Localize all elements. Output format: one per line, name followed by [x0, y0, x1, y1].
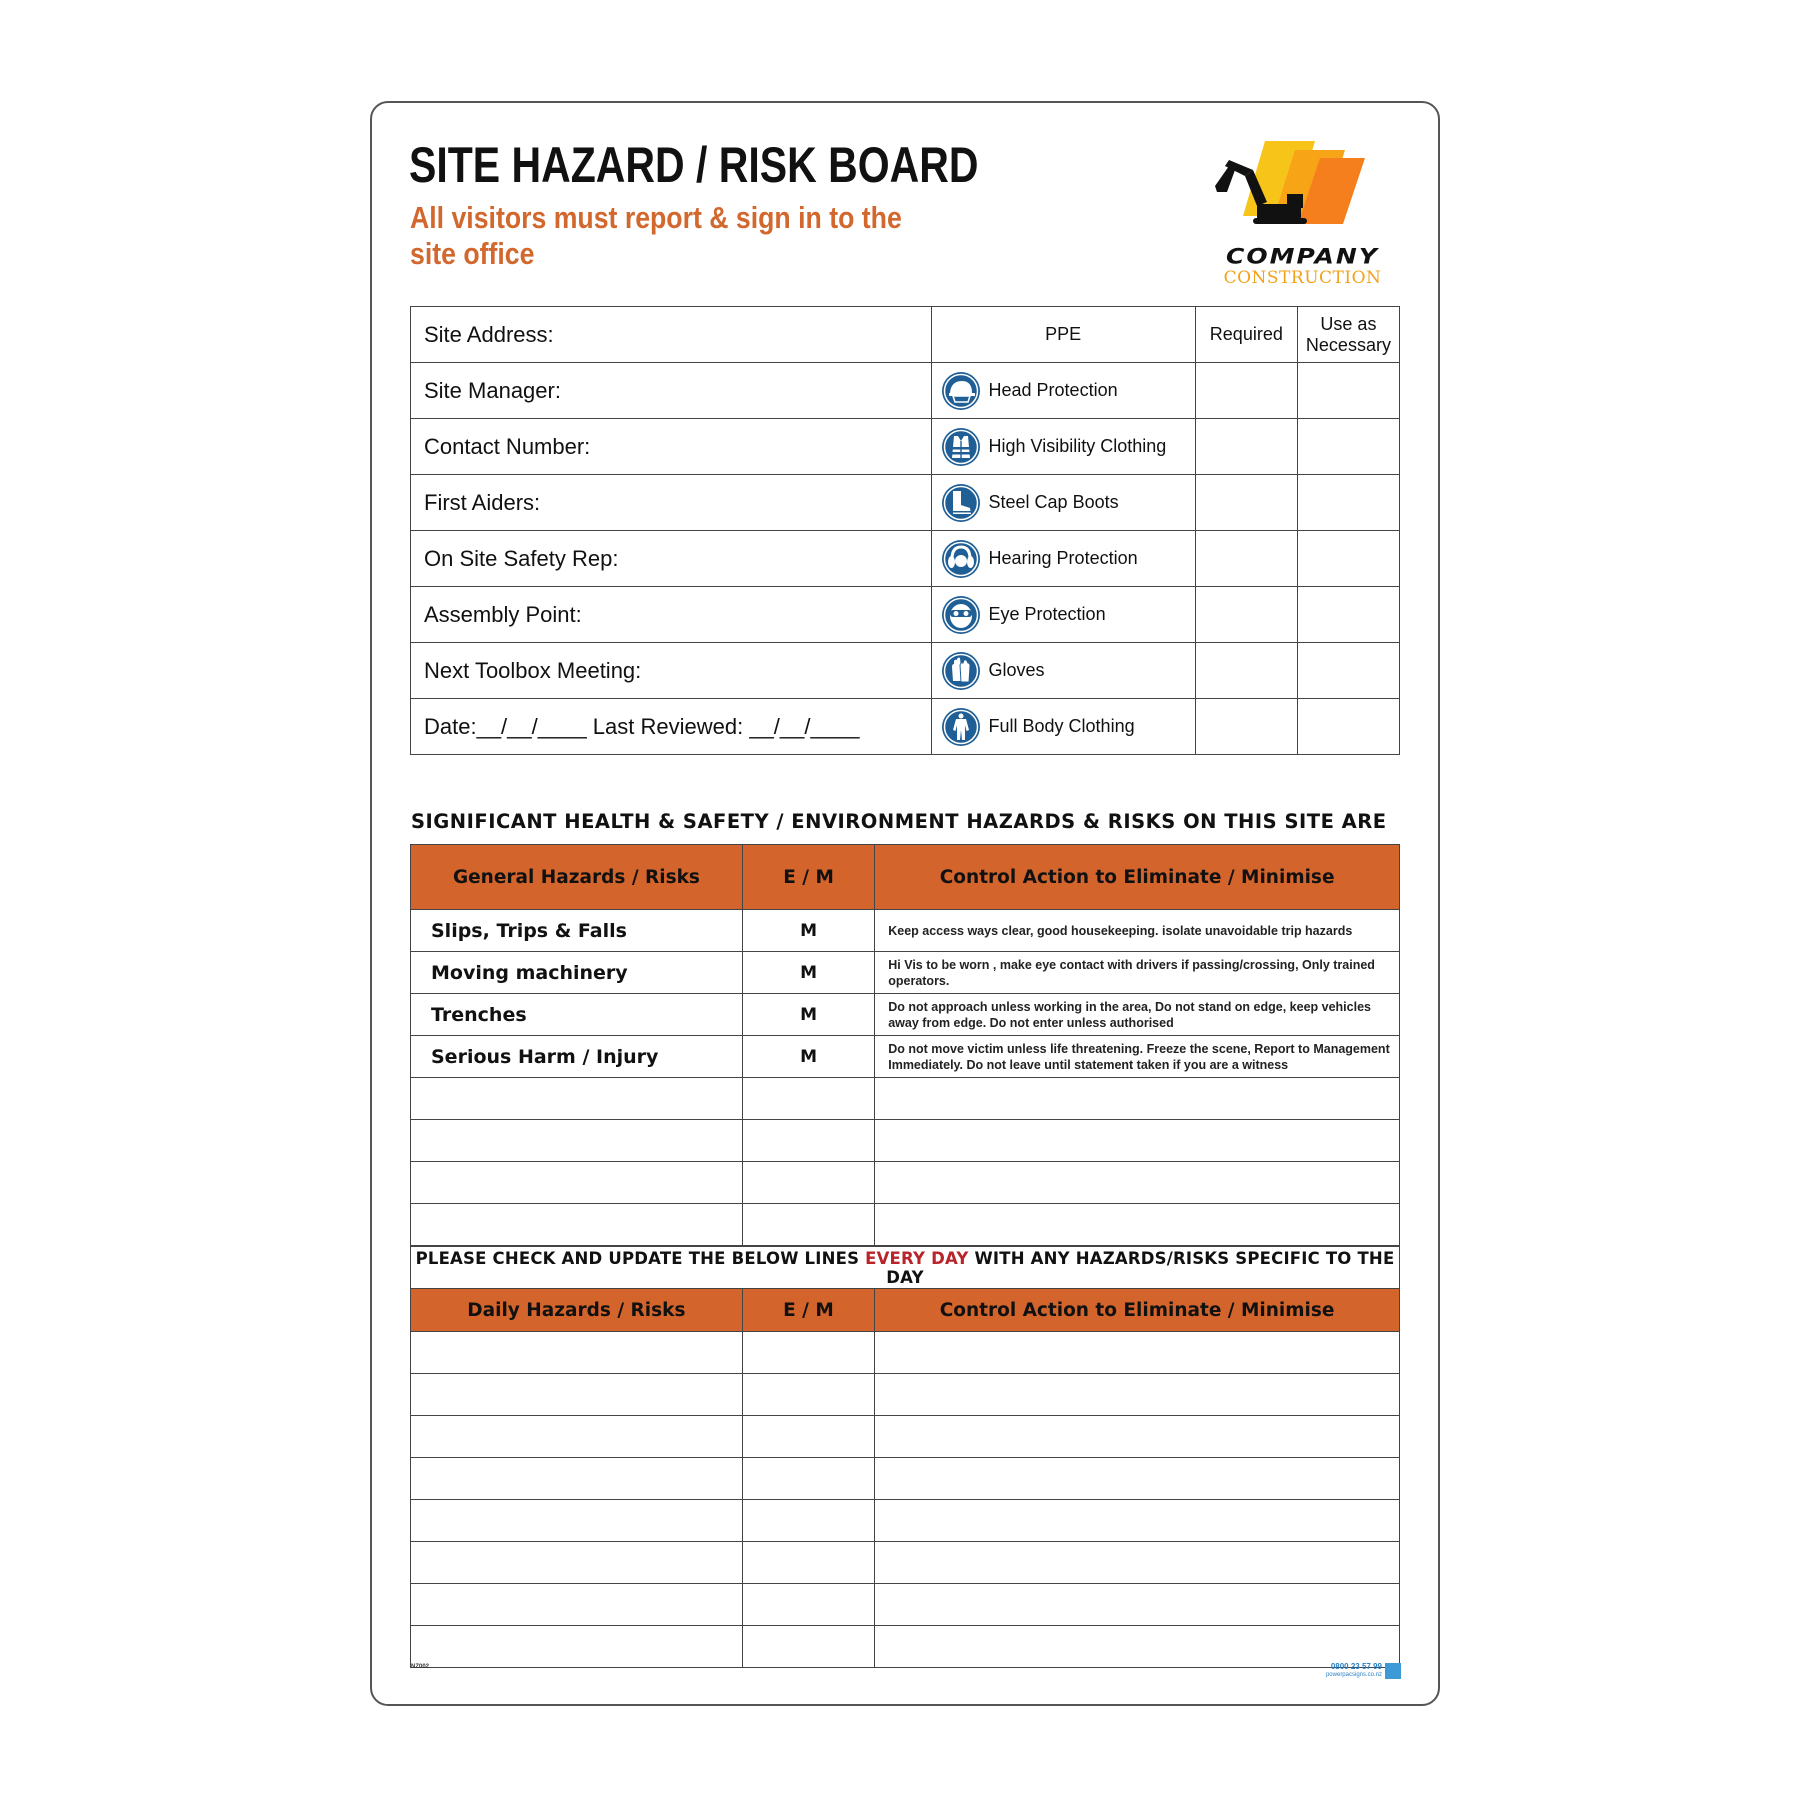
hazard-cell[interactable]	[411, 1120, 743, 1162]
em-cell[interactable]	[742, 1458, 874, 1500]
hazard-cell[interactable]	[411, 1626, 743, 1668]
hazard-cell[interactable]	[411, 1332, 743, 1374]
product-code: NZ002	[411, 1664, 430, 1670]
site-info-ppe-table	[410, 306, 1400, 755]
em-cell[interactable]	[742, 1500, 874, 1542]
info-row	[411, 531, 1400, 587]
table-row	[411, 1120, 1400, 1162]
ppe-label: Steel Cap Boots	[988, 492, 1119, 512]
daily-hazards-header	[411, 1289, 1400, 1332]
ppe-item	[931, 699, 1195, 755]
company-subname: CONSTRUCTION	[1223, 268, 1382, 288]
general-hazards-header	[411, 845, 1400, 910]
ppe-item	[931, 587, 1195, 643]
table-row	[411, 1584, 1400, 1626]
ppe-item	[931, 363, 1195, 419]
em-cell[interactable]	[742, 1416, 874, 1458]
hazard-cell[interactable]	[411, 1584, 743, 1626]
contact-number-field[interactable]: Contact Number:	[411, 419, 932, 475]
hazard-cell[interactable]: Serious Harm / Injury	[411, 1036, 743, 1078]
ppe-item	[931, 419, 1195, 475]
ppe-label: Gloves	[988, 660, 1045, 680]
site-address-field[interactable]: Site Address:	[411, 307, 932, 363]
supplier-website: powerpacsigns.co.nz	[1325, 1672, 1382, 1678]
control-cell[interactable]	[875, 1500, 1400, 1542]
use-as-necessary-checkbox[interactable]	[1297, 531, 1399, 587]
hazard-cell[interactable]	[411, 1374, 743, 1416]
overalls-icon	[941, 707, 981, 747]
supplier-contact	[1300, 1663, 1382, 1679]
em-cell[interactable]: M	[742, 994, 874, 1036]
hazard-cell[interactable]	[411, 1500, 743, 1542]
table-row	[411, 1036, 1400, 1078]
table-row	[411, 1332, 1400, 1374]
toolbox-meeting-field[interactable]: Next Toolbox Meeting:	[411, 643, 932, 699]
required-checkbox[interactable]	[1195, 363, 1297, 419]
table-row	[411, 1078, 1400, 1120]
first-aiders-field[interactable]: First Aiders:	[411, 475, 932, 531]
em-cell[interactable]: M	[742, 910, 874, 952]
ppe-header: PPE	[931, 307, 1195, 363]
supplier-logo-icon	[1385, 1663, 1401, 1679]
use-as-necessary-checkbox[interactable]	[1297, 643, 1399, 699]
control-cell[interactable]	[875, 1332, 1400, 1374]
info-row	[411, 587, 1400, 643]
ppe-label: Head Protection	[988, 380, 1118, 400]
hazard-cell[interactable]: Moving machinery	[411, 952, 743, 994]
control-cell[interactable]	[875, 1626, 1400, 1668]
required-checkbox[interactable]	[1195, 419, 1297, 475]
em-cell[interactable]	[742, 1542, 874, 1584]
hazard-cell[interactable]	[411, 1204, 743, 1246]
table-row	[411, 1204, 1400, 1246]
table-row	[411, 952, 1400, 994]
em-cell[interactable]	[742, 1078, 874, 1120]
boot-icon	[941, 483, 981, 523]
control-cell[interactable]: Do not approach unless working in the area, Do not stand on edge, keep vehicles away from edge. Do not enter unless authorised	[875, 994, 1400, 1036]
daily-hazard-column-header: Daily Hazards / Risks	[411, 1289, 743, 1332]
hazard-cell[interactable]	[411, 1458, 743, 1500]
hi-vis-vest-icon	[941, 427, 981, 467]
hazard-cell[interactable]: Trenches	[411, 994, 743, 1036]
ppe-label: Eye Protection	[988, 604, 1106, 624]
daily-update-notice-row	[411, 1247, 1400, 1289]
hazard-cell[interactable]	[411, 1078, 743, 1120]
info-row	[411, 307, 1400, 363]
em-cell[interactable]	[742, 1332, 874, 1374]
em-cell[interactable]	[742, 1204, 874, 1246]
ear-muffs-icon	[941, 539, 981, 579]
ppe-item	[931, 531, 1195, 587]
hazard-cell[interactable]: Slips, Trips & Falls	[411, 910, 743, 952]
control-cell[interactable]	[875, 1542, 1400, 1584]
required-header: Required	[1195, 307, 1297, 363]
daily-em-column-header: E / M	[742, 1289, 874, 1332]
daily-update-notice: PLEASE CHECK AND UPDATE THE BELOW LINES EVERY DAY WITH ANY HAZARDS/RISKS SPECIFIC TO THE DAY	[411, 1247, 1400, 1289]
ppe-label: High Visibility Clothing	[988, 436, 1167, 456]
em-cell[interactable]	[742, 1120, 874, 1162]
table-row	[411, 1416, 1400, 1458]
table-row	[411, 910, 1400, 952]
daily-hazards-table	[410, 1246, 1400, 1668]
required-checkbox[interactable]	[1195, 643, 1297, 699]
control-cell[interactable]	[875, 1204, 1400, 1246]
visitor-notice: All visitors must report & sign in to the site office	[410, 200, 902, 271]
info-row	[411, 699, 1400, 755]
every-day-highlight: EVERY DAY	[865, 1248, 969, 1268]
table-row	[411, 1500, 1400, 1542]
control-column-header: Control Action to Eliminate / Minimise	[875, 845, 1400, 910]
em-cell[interactable]	[742, 1626, 874, 1668]
info-row	[411, 419, 1400, 475]
company-name: COMPANY	[1226, 244, 1379, 269]
site-manager-field[interactable]: Site Manager:	[411, 363, 932, 419]
use-as-necessary-header: Use as Necessary	[1297, 307, 1399, 363]
em-column-header: E / M	[742, 845, 874, 910]
hazard-column-header: General Hazards / Risks	[411, 845, 743, 910]
table-row	[411, 1458, 1400, 1500]
em-cell[interactable]: M	[742, 1036, 874, 1078]
em-cell[interactable]	[742, 1584, 874, 1626]
use-as-necessary-checkbox[interactable]	[1297, 363, 1399, 419]
hazard-cell[interactable]	[411, 1542, 743, 1584]
safety-rep-field[interactable]: On Site Safety Rep:	[411, 531, 932, 587]
em-cell[interactable]	[742, 1162, 874, 1204]
table-row	[411, 1162, 1400, 1204]
date-reviewed-field[interactable]: Date:__/__/____ Last Reviewed: __/__/____	[411, 699, 932, 755]
use-as-necessary-checkbox[interactable]	[1297, 699, 1399, 755]
table-row	[411, 1374, 1400, 1416]
control-cell[interactable]	[875, 1374, 1400, 1416]
page-title: SITE HAZARD / RISK BOARD	[409, 137, 979, 193]
control-cell[interactable]: Keep access ways clear, good housekeeping. isolate unavoidable trip hazards	[875, 910, 1400, 952]
hazard-cell[interactable]	[411, 1162, 743, 1204]
daily-control-column-header: Control Action to Eliminate / Minimise	[875, 1289, 1400, 1332]
table-row	[411, 994, 1400, 1036]
info-row	[411, 475, 1400, 531]
em-cell[interactable]: M	[742, 952, 874, 994]
ppe-item	[931, 475, 1195, 531]
info-row	[411, 643, 1400, 699]
assembly-point-field[interactable]: Assembly Point:	[411, 587, 932, 643]
control-cell[interactable]	[875, 1120, 1400, 1162]
control-cell[interactable]	[875, 1162, 1400, 1204]
control-cell[interactable]	[875, 1458, 1400, 1500]
use-as-necessary-checkbox[interactable]	[1297, 475, 1399, 531]
supplier-phone: 0800 23 57 99	[1330, 1662, 1382, 1671]
general-hazards-table	[410, 844, 1400, 1246]
ppe-label: Full Body Clothing	[988, 716, 1135, 736]
required-checkbox[interactable]	[1195, 587, 1297, 643]
hard-hat-icon	[941, 371, 981, 411]
ppe-label: Hearing Protection	[988, 548, 1138, 568]
table-row	[411, 1626, 1400, 1668]
hazard-cell[interactable]	[411, 1416, 743, 1458]
required-checkbox[interactable]	[1195, 531, 1297, 587]
ppe-item	[931, 643, 1195, 699]
info-row	[411, 363, 1400, 419]
required-checkbox[interactable]	[1195, 699, 1297, 755]
control-cell[interactable]: Do not move victim unless life threatening. Freeze the scene, Report to Management Immediately. Do not leave until statement taken if you are a witness	[875, 1036, 1400, 1078]
gloves-icon	[941, 651, 981, 691]
use-as-necessary-checkbox[interactable]	[1297, 419, 1399, 475]
control-cell[interactable]	[875, 1584, 1400, 1626]
use-as-necessary-checkbox[interactable]	[1297, 587, 1399, 643]
control-cell[interactable]: Hi Vis to be worn , make eye contact with drivers if passing/crossing, Only trained operators.	[875, 952, 1400, 994]
control-cell[interactable]	[875, 1416, 1400, 1458]
required-checkbox[interactable]	[1195, 475, 1297, 531]
em-cell[interactable]	[742, 1374, 874, 1416]
significant-hazards-heading: SIGNIFICANT HEALTH & SAFETY / ENVIRONMENT HAZARDS & RISKS ON THIS SITE ARE	[411, 810, 1387, 833]
control-cell[interactable]	[875, 1078, 1400, 1120]
goggles-icon	[941, 595, 981, 635]
table-row	[411, 1542, 1400, 1584]
